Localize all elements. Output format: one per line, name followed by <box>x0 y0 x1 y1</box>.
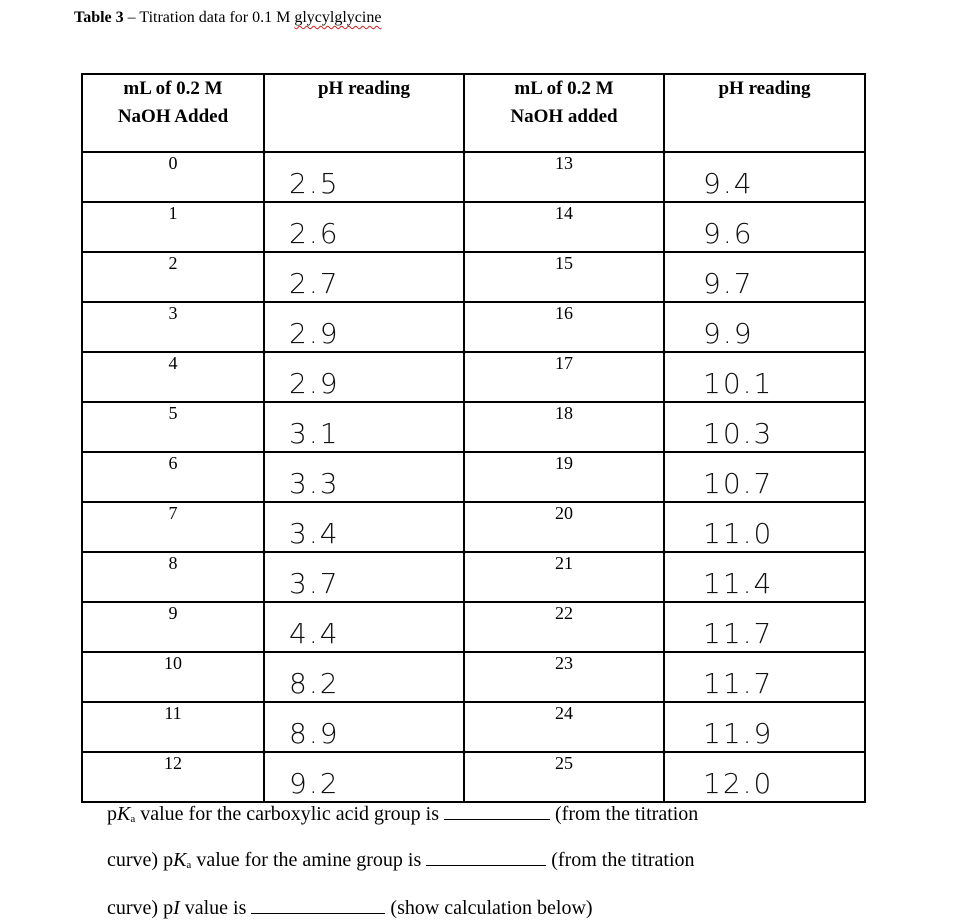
cell-ml-naoh-right: 14 <box>464 202 664 252</box>
question-pi: curve) pI value is (show calculation below) <box>107 897 593 919</box>
handwritten-ph-value: 8.2 <box>289 667 340 700</box>
table-row <box>82 152 865 202</box>
cell-ml-naoh-right: 20 <box>464 502 664 552</box>
handwritten-ph-value: 3.4 <box>289 517 340 550</box>
handwritten-ph-value: 11.0 <box>703 517 774 550</box>
handwritten-ph-value: 9.6 <box>703 217 754 250</box>
caption-compound-name: glycylglycine <box>294 9 382 26</box>
cell-ph-reading-left <box>264 602 464 652</box>
handwritten-ph-value: 12.0 <box>703 767 774 800</box>
amine-pka-blank[interactable] <box>426 847 546 866</box>
cell-ph-reading-right <box>664 352 865 402</box>
cell-ph-reading-right <box>664 152 865 202</box>
caption-separator: – <box>123 9 140 26</box>
question-carboxylic-pka: pKa value for the carboxylic acid group is (from the titration <box>107 803 699 825</box>
handwritten-ph-value: 9.4 <box>703 167 754 200</box>
cell-ph-reading-left <box>264 302 464 352</box>
handwritten-ph-value: 2.9 <box>289 367 340 400</box>
cell-ph-reading-left <box>264 402 464 452</box>
header-ml-naoh-added: mL of 0.2 M NaOH Added <box>82 74 264 152</box>
table-row <box>82 402 865 452</box>
handwritten-ph-value: 9.9 <box>703 317 754 350</box>
table-row <box>82 202 865 252</box>
handwritten-ph-value: 11.4 <box>703 567 774 600</box>
cell-ph-reading-left <box>264 502 464 552</box>
handwritten-ph-value: 4.4 <box>289 617 340 650</box>
cell-ml-naoh-left: 7 <box>82 502 264 552</box>
header-ml-naoh-added-right: mL of 0.2 M NaOH added <box>464 74 664 152</box>
table-row <box>82 452 865 502</box>
cell-ml-naoh-right: 24 <box>464 702 664 752</box>
cell-ml-naoh-right: 15 <box>464 252 664 302</box>
handwritten-ph-value: 2.9 <box>289 317 340 350</box>
cell-ph-reading-left <box>264 152 464 202</box>
cell-ml-naoh-right: 23 <box>464 652 664 702</box>
handwritten-ph-value: 10.7 <box>703 467 774 500</box>
cell-ml-naoh-right: 13 <box>464 152 664 202</box>
cell-ml-naoh-left: 11 <box>82 702 264 752</box>
handwritten-ph-value: 3.7 <box>289 567 340 600</box>
table-row <box>82 602 865 652</box>
cell-ph-reading-right <box>664 252 865 302</box>
carboxylic-pka-blank[interactable] <box>444 801 550 820</box>
cell-ml-naoh-left: 0 <box>82 152 264 202</box>
handwritten-ph-value: 3.1 <box>289 417 340 450</box>
cell-ml-naoh-left: 6 <box>82 452 264 502</box>
cell-ml-naoh-left: 2 <box>82 252 264 302</box>
header-ph-reading-right: pH reading <box>664 74 865 152</box>
cell-ml-naoh-right: 16 <box>464 302 664 352</box>
cell-ph-reading-right <box>664 302 865 352</box>
cell-ph-reading-left <box>264 552 464 602</box>
cell-ml-naoh-right: 21 <box>464 552 664 602</box>
cell-ml-naoh-left: 8 <box>82 552 264 602</box>
cell-ph-reading-right <box>664 652 865 702</box>
cell-ml-naoh-right: 25 <box>464 752 664 802</box>
table-row <box>82 652 865 702</box>
table-row <box>82 252 865 302</box>
cell-ph-reading-right <box>664 552 865 602</box>
cell-ml-naoh-right: 17 <box>464 352 664 402</box>
cell-ph-reading-right <box>664 602 865 652</box>
cell-ml-naoh-left: 4 <box>82 352 264 402</box>
handwritten-ph-value: 10.3 <box>703 417 774 450</box>
cell-ph-reading-left <box>264 702 464 752</box>
handwritten-ph-value: 3.3 <box>289 467 340 500</box>
handwritten-ph-value: 2.6 <box>289 217 340 250</box>
handwritten-ph-value: 9.2 <box>289 767 340 800</box>
cell-ml-naoh-left: 1 <box>82 202 264 252</box>
cell-ph-reading-right <box>664 402 865 452</box>
cell-ph-reading-left <box>264 652 464 702</box>
cell-ph-reading-right <box>664 702 865 752</box>
table-caption <box>74 8 381 28</box>
cell-ph-reading-left <box>264 452 464 502</box>
table-row <box>82 352 865 402</box>
cell-ph-reading-right <box>664 502 865 552</box>
caption-text: Titration data for 0.1 M <box>139 9 295 26</box>
table-row <box>82 552 865 602</box>
handwritten-ph-value: 11.7 <box>703 667 774 700</box>
question-amine-pka: curve) pKa value for the amine group is (from the titration <box>107 849 695 871</box>
cell-ph-reading-right <box>664 202 865 252</box>
cell-ml-naoh-left: 3 <box>82 302 264 352</box>
cell-ml-naoh-right: 18 <box>464 402 664 452</box>
handwritten-ph-value: 2.7 <box>289 267 340 300</box>
handwritten-ph-value: 11.9 <box>703 717 774 750</box>
cell-ml-naoh-left: 10 <box>82 652 264 702</box>
cell-ph-reading-left <box>264 202 464 252</box>
cell-ph-reading-right <box>664 452 865 502</box>
pi-blank[interactable] <box>251 895 385 914</box>
cell-ph-reading-left <box>264 252 464 302</box>
cell-ml-naoh-left: 5 <box>82 402 264 452</box>
table-row <box>82 752 865 802</box>
handwritten-ph-value: 8.9 <box>289 717 340 750</box>
table-row <box>82 502 865 552</box>
handwritten-ph-value: 10.1 <box>703 367 774 400</box>
table-header-row <box>82 74 865 152</box>
cell-ph-reading-left <box>264 752 464 802</box>
cell-ml-naoh-left: 12 <box>82 752 264 802</box>
handwritten-ph-value: 2.5 <box>289 167 340 200</box>
handwritten-ph-value: 11.7 <box>703 617 774 650</box>
cell-ml-naoh-right: 22 <box>464 602 664 652</box>
cell-ph-reading-right <box>664 752 865 802</box>
table-row <box>82 302 865 352</box>
cell-ml-naoh-right: 19 <box>464 452 664 502</box>
cell-ml-naoh-left: 9 <box>82 602 264 652</box>
cell-ph-reading-left <box>264 352 464 402</box>
table-row <box>82 702 865 752</box>
titration-data-table <box>81 73 866 803</box>
header-ph-reading-left: pH reading <box>264 74 464 152</box>
handwritten-ph-value: 9.7 <box>703 267 754 300</box>
caption-label: Table 3 <box>74 9 124 26</box>
